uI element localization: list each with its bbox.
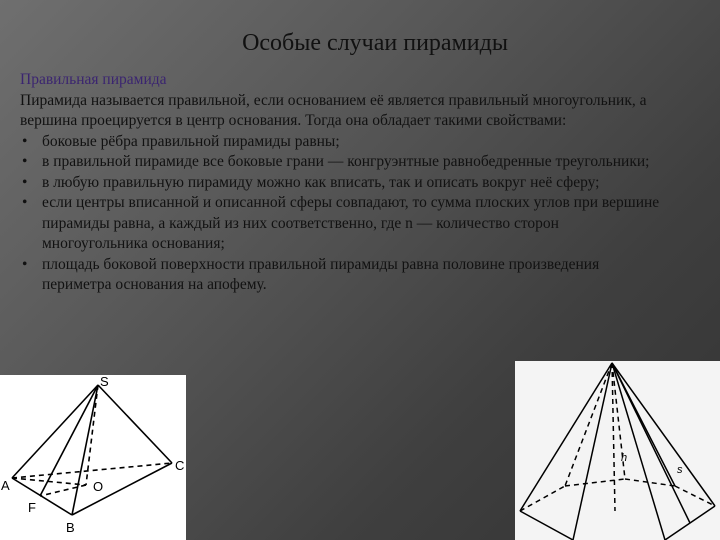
edge-SC xyxy=(98,385,172,463)
edge-SA xyxy=(12,385,98,478)
property-item: • площадь боковой поверхности правильной пирамиды равна половине произведения периметра основания на апофему. xyxy=(20,255,660,296)
property-item: • в правильной пирамиде все боковые грани — конгруэнтные равнобедренные треугольники; xyxy=(20,152,660,173)
apothem-s xyxy=(612,363,690,523)
slide-title: Особые случаи пирамиды xyxy=(242,30,508,56)
label-O: O xyxy=(93,479,104,494)
apothem-SF xyxy=(40,385,98,496)
label-F: F xyxy=(28,500,36,515)
lateral-edge xyxy=(520,363,612,511)
property-item: • если центры вписанной и описанной сферы совпадают, то сумма плоских углов при вершине пирамиды равна, а каждый из них соответственно, где n — количество сторон многоугольника основания; xyxy=(20,193,660,255)
regular-pyramid-drawing xyxy=(515,361,720,540)
regular-pyramid-figure xyxy=(515,361,720,540)
properties-list xyxy=(20,132,660,296)
hidden-base-edge xyxy=(565,479,625,486)
hidden-base-edge xyxy=(520,486,565,511)
segment-OF xyxy=(40,485,86,496)
property-item: • боковые рёбра правильной пирамиды равны; xyxy=(20,132,660,153)
label-C: C xyxy=(175,458,185,473)
label-A: A xyxy=(1,478,10,493)
triangular-pyramid-drawing xyxy=(0,375,186,540)
edge-AB xyxy=(12,478,72,515)
base-edge xyxy=(520,511,573,540)
label-s: s xyxy=(677,464,683,476)
slide-body xyxy=(20,70,660,296)
label-S: S xyxy=(100,375,109,389)
edge-SB xyxy=(72,385,98,515)
section-subtitle: Правильная пирамида xyxy=(20,71,167,88)
property-item: • в любую правильную пирамиду можно как вписать, так и описать вокруг неё сферу; xyxy=(20,173,660,194)
label-B: B xyxy=(66,520,75,535)
label-h: h xyxy=(621,452,628,464)
triangular-pyramid-figure xyxy=(0,375,186,540)
hidden-base-edge xyxy=(625,479,675,486)
intro-paragraph: Пирамида называется правильной, если основанием её является правильный многоугольник, а вершина проецируется в центр основания. Тогда она обладает такими свойствами: xyxy=(20,91,647,129)
